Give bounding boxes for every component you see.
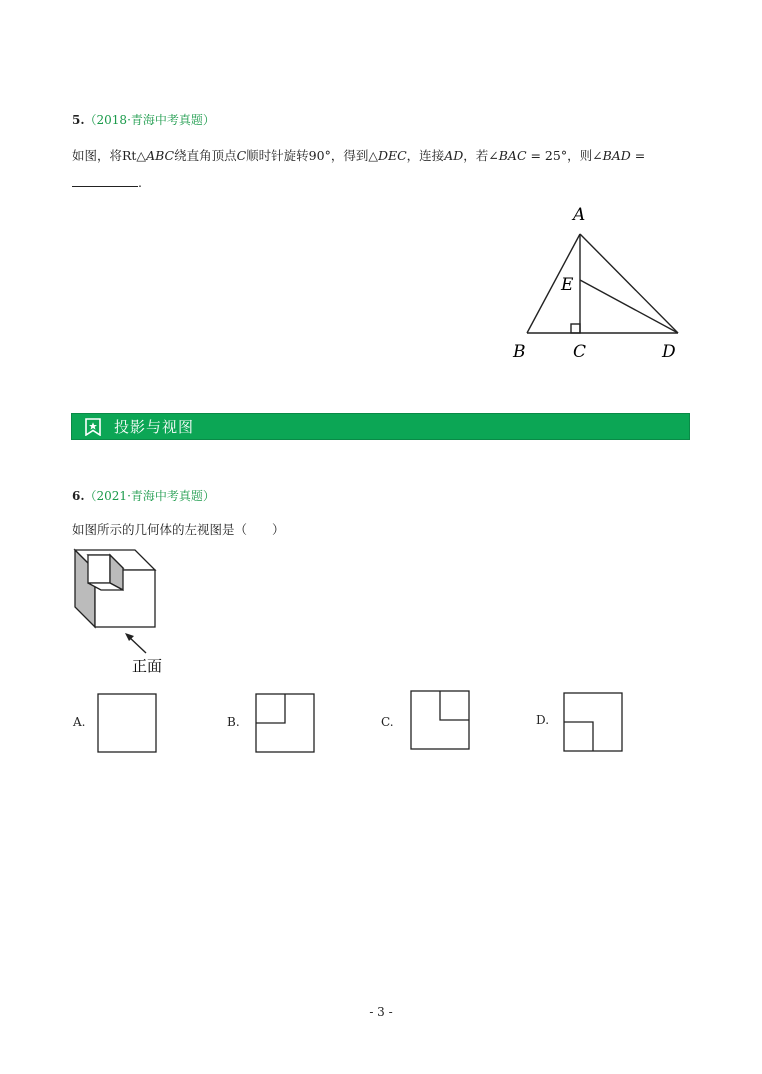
front-label: 正面 [132, 657, 163, 675]
page-number: - 3 - [369, 1005, 393, 1019]
section-header [71, 413, 690, 440]
question-source: （2018·青海中考真题） [84, 113, 215, 127]
answer-blank-line: . [72, 174, 142, 192]
label-D: D [662, 342, 676, 362]
segment-AD [580, 234, 678, 333]
section-title: 投影与视图 [114, 418, 195, 436]
question-5-stem: 如图，将Rt△ABC绕直角顶点C顺时针旋转90°，得到△DEC，连接AD，若∠BAC = 25°，则∠BAD = [72, 148, 646, 163]
label-E: E [561, 275, 574, 295]
triangle-figure [505, 200, 705, 365]
option-c-label[interactable]: C. [381, 715, 394, 729]
option-c-figure[interactable] [410, 690, 472, 752]
label-B: B [513, 342, 526, 362]
bookmark-star-icon [84, 418, 102, 436]
question-6-header [72, 485, 215, 504]
solid-figure [70, 545, 170, 680]
option-b-figure[interactable] [255, 693, 317, 755]
segment-ED [580, 280, 678, 333]
answer-blank[interactable] [72, 174, 138, 187]
option-d-label[interactable]: D. [536, 713, 550, 727]
question-5-header [72, 109, 215, 128]
option-a-label[interactable]: A. [73, 715, 86, 729]
question-6-stem: 如图所示的几何体的左视图是（ ） [72, 522, 285, 537]
right-angle-mark [571, 324, 580, 333]
label-A: A [573, 205, 586, 225]
option-b-label[interactable]: B. [227, 715, 240, 729]
question-number: 6. [72, 489, 85, 503]
question-source: （2021·青海中考真题） [84, 489, 215, 503]
option-d-figure[interactable] [563, 692, 625, 754]
label-C: C [573, 342, 587, 362]
question-number: 5. [72, 113, 85, 127]
option-a-figure[interactable] [97, 693, 159, 755]
